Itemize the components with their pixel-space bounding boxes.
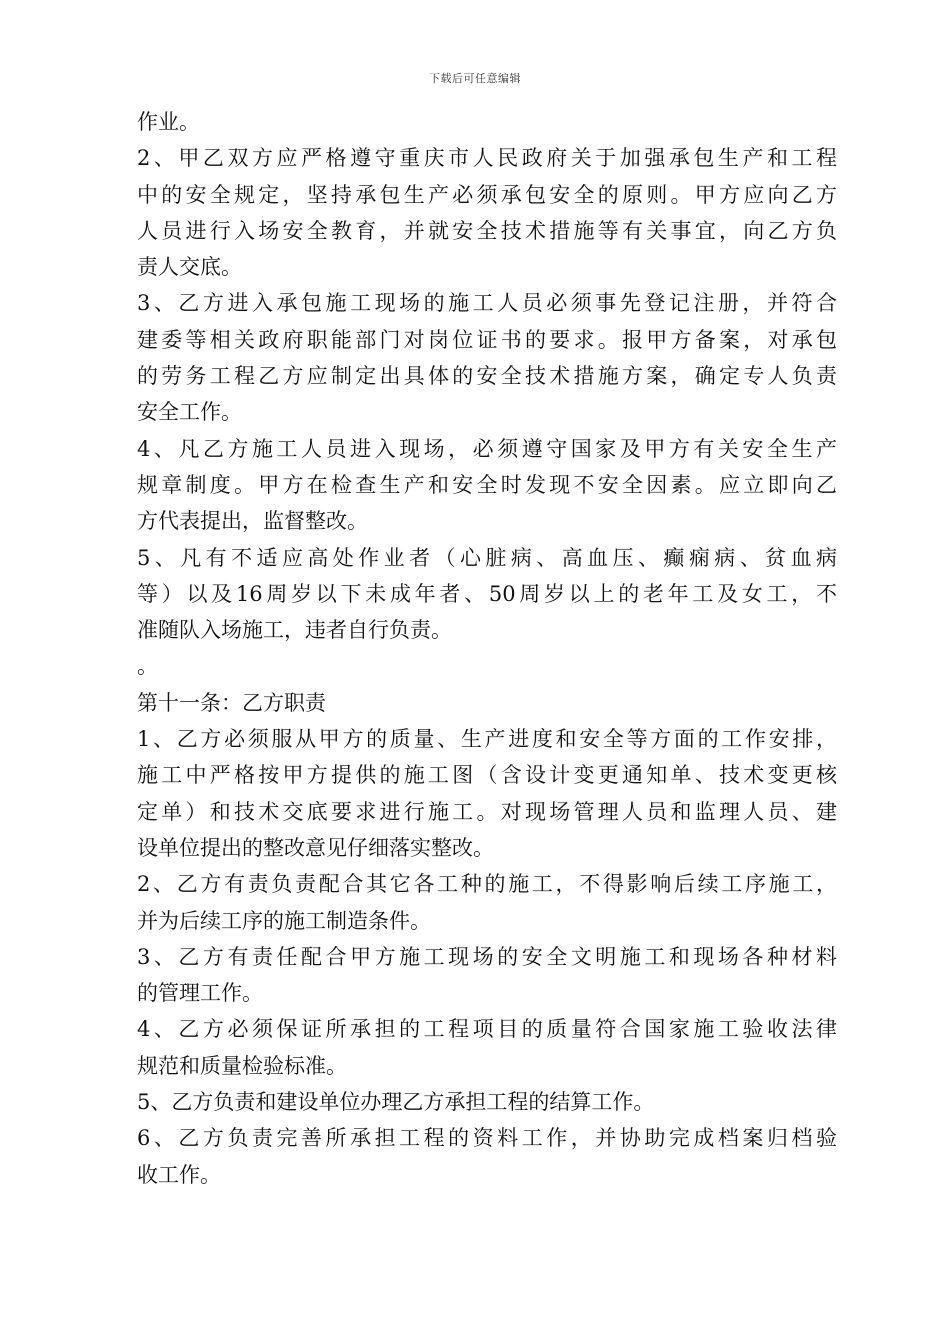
text-line: 。 [137, 654, 158, 679]
text-line: 规范和质量检验标准。 [137, 1053, 347, 1078]
text-line: 3、乙方有责任配合甲方施工现场的安全文明施工和现场各种材料 [137, 944, 837, 969]
text-line: 责人交底。 [137, 255, 242, 280]
text-line: 施工中严格按甲方提供的施工图（含设计变更通知单、技术变更核 [137, 763, 837, 788]
text-line: 4、乙方必须保证所承担的工程项目的质量符合国家施工验收法律 [137, 1017, 837, 1042]
text-line: 准随队入场施工，违者自行负责。 [137, 618, 452, 643]
text-line: 建委等相关政府职能部门对岗位证书的要求。报甲方备案，对承包 [137, 327, 837, 352]
page-header: 下载后可任意编辑 [429, 72, 521, 85]
text-line: 5、凡有不适应高处作业者（心脏病、高血压、癫痫病、贫血病 [137, 545, 837, 570]
text-line: 定单）和技术交底要求进行施工。对现场管理人员和监理人员、建 [137, 799, 837, 824]
text-line: 作业。 [137, 110, 200, 134]
text-line: 设单位提出的整改意见仔细落实整改。 [137, 835, 494, 860]
text-line: 等）以及16周岁以下未成年者、50周岁以上的老年工及女工，不 [137, 581, 837, 606]
text-line: 并为后续工序的施工制造条件。 [137, 908, 431, 933]
text-line: 规章制度。甲方在检查生产和安全时发现不安全因素。应立即向乙 [137, 472, 837, 497]
text-line: 2、甲乙双方应严格遵守重庆市人民政府关于加强承包生产和工程 [137, 146, 837, 171]
text-line: 5、乙方负责和建设单位办理乙方承担工程的结算工作。 [137, 1090, 655, 1115]
text-line: 第十一条：乙方职责 [137, 690, 326, 715]
text-line: 的管理工作。 [137, 981, 263, 1006]
text-line: 安全工作。 [137, 400, 242, 425]
text-line: 1、乙方必须服从甲方的质量、生产进度和安全等方面的工作安排， [137, 727, 837, 752]
text-line: 2、乙方有责负责配合其它各工种的施工，不得影响后续工序施工， [137, 872, 837, 897]
text-line: 6、乙方负责完善所承担工程的资料工作，并协助完成档案归档验 [137, 1126, 837, 1151]
text-line: 中的安全规定，坚持承包生产必须承包安全的原则。甲方应向乙方 [137, 182, 837, 207]
text-line: 收工作。 [137, 1162, 221, 1187]
text-line: 3、乙方进入承包施工现场的施工人员必须事先登记注册，并符合 [137, 291, 837, 316]
text-line: 方代表提出，监督整改。 [137, 509, 368, 534]
document-body [137, 104, 837, 1193]
text-line: 4、凡乙方施工人员进入现场，必须遵守国家及甲方有关安全生产 [137, 436, 837, 461]
text-line: 的劳务工程乙方应制定出具体的安全技术措施方案，确定专人负责 [137, 364, 837, 389]
text-line: 人员进行入场安全教育，并就安全技术措施等有关事宜，向乙方负 [137, 218, 837, 243]
